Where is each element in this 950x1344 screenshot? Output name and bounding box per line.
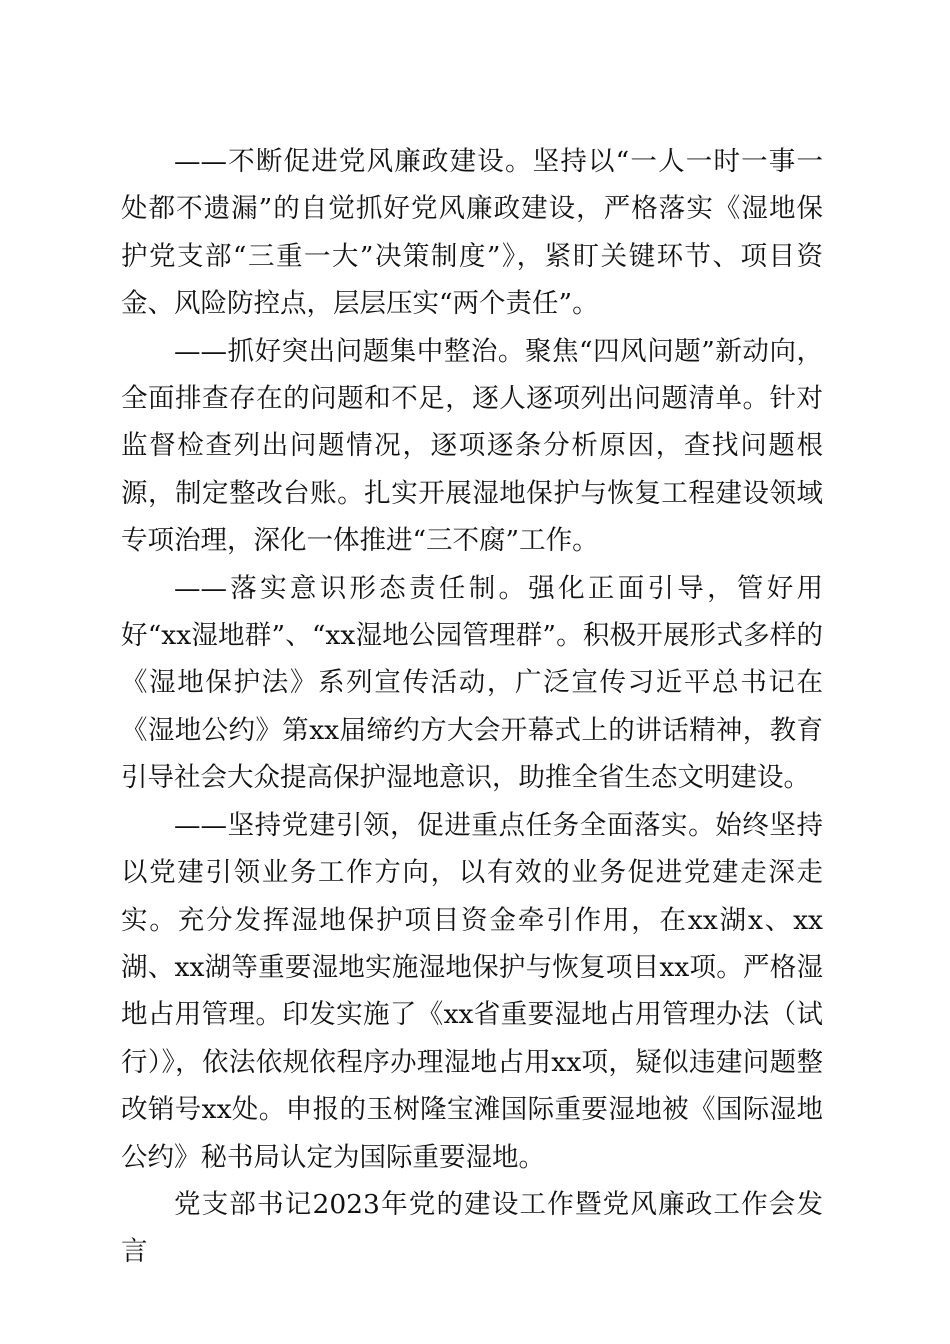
paragraph-ideology-responsibility: ——落实意识形态责任制。强化正面引导，管好用好“xx湿地群”、“xx湿地公园管理群”。积极开展形式多样的《湿地保护法》系列宣传活动，广泛宣传习近平总书记在《湿地公约》第xx届缔约方大会开幕式上的讲话精神，教育引导社会大众提高保护湿地意识，助推全省生态文明建设。 [121, 572, 823, 794]
paragraph-problem-rectification: ——抓好突出问题集中整治。聚焦“四风问题”新动向，全面排查存在的问题和不足，逐人逐项列出问题清单。针对监督检查列出问题情况，逐项逐条分析原因，查找问题根源，制定整改台账。扎实开展湿地保护与恢复工程建设领域专项治理，深化一体推进“三不腐”工作。 [121, 335, 823, 557]
paragraph-title-line: 党支部书记2023年党的建设工作暨党风廉政工作会发言 [121, 1188, 823, 1268]
paragraph-party-building-leadership: ——坚持党建引领，促进重点任务全面落实。始终坚持以党建引领业务工作方向，以有效的业务促进党建走深走实。充分发挥湿地保护项目资金牵引作用，在xx湖x、xx湖、xx湖等重要湿地实施湿地保护与恢复项目xx项。严格湿地占用管理。印发实施了《xx省重要湿地占用管理办法（试行）》，依法依规依程序办理湿地占用xx项，疑似违建问题整改销号xx处。申报的玉树隆宝滩国际重要湿地被《国际湿地公约》秘书局认定为国际重要湿地。 [121, 809, 823, 1173]
document-body [121, 138, 823, 1276]
paragraph-party-conduct: ——不断促进党风廉政建设。坚持以“一人一时一事一处都不遗漏”的自觉抓好党风廉政建设，严格落实《湿地保护党支部“三重一大”决策制度”》，紧盯关键环节、项目资金、风险防控点，层层压实“两个责任”。 [121, 146, 823, 320]
